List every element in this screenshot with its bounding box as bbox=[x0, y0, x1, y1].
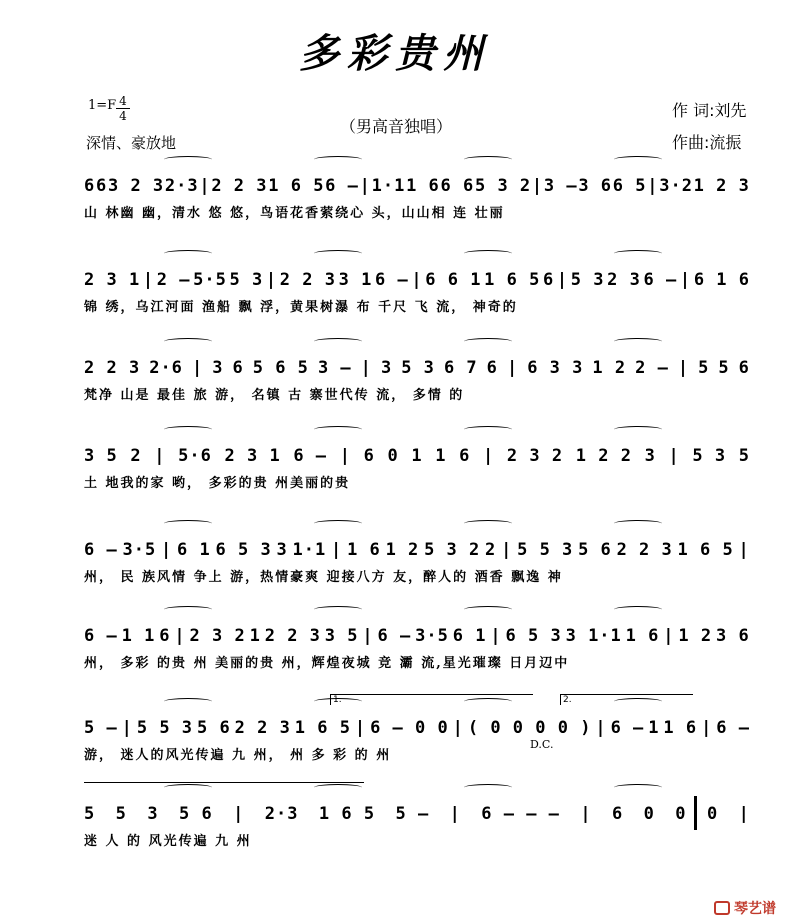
slur-mark bbox=[164, 338, 212, 345]
note-group: 2 3 1 bbox=[84, 270, 141, 290]
key-signature: 1=F bbox=[88, 98, 117, 113]
barline: | bbox=[556, 270, 569, 290]
note-group: 6 bbox=[84, 176, 96, 196]
note-group: 2 2 3 bbox=[279, 270, 336, 290]
note-group: 2 – bbox=[156, 270, 191, 290]
note-group: 1 2 2 bbox=[575, 446, 632, 466]
notation-line bbox=[84, 162, 750, 196]
slur-mark bbox=[464, 606, 512, 613]
note-group: 0 bbox=[706, 804, 719, 824]
note-group: 6 5 bbox=[612, 176, 647, 196]
note-group: 6 3 3 bbox=[527, 358, 584, 378]
barline: | bbox=[483, 446, 495, 466]
barline: | bbox=[360, 358, 372, 378]
note-group: 1 2 bbox=[385, 540, 420, 560]
note-group: 1 bbox=[249, 626, 261, 646]
barline: | bbox=[452, 718, 464, 738]
final-barline bbox=[694, 796, 697, 830]
note-group: 2 2 3 bbox=[234, 718, 291, 738]
note-group: 1·1 bbox=[292, 540, 327, 560]
lyric-line: 州， 民 族风情 争上 游，热情豪爽 迎接八方 友，醉人的 酒香 飘逸 神 bbox=[84, 570, 563, 585]
lyric-line: 土 地我的家 哟， 多彩的贵 州美丽的贵 bbox=[84, 476, 351, 491]
slur-mark bbox=[314, 784, 362, 791]
barline: | bbox=[174, 626, 186, 646]
note-group: 3 2 3 bbox=[107, 176, 165, 196]
slur-mark bbox=[314, 426, 362, 433]
note-group: 6 – bbox=[716, 718, 750, 738]
meter-top: 4 bbox=[119, 94, 127, 108]
note-group: 6 1 bbox=[452, 626, 487, 646]
note-group: 6 – bbox=[84, 626, 118, 646]
note-group: 2 2 3 bbox=[264, 626, 321, 646]
note-group: 3 bbox=[644, 446, 656, 466]
note-group: 2 3 bbox=[607, 270, 641, 290]
notation-line bbox=[84, 344, 750, 378]
lyric-line: 山 林幽 幽，清水 悠 悠，鸟语花香萦绕心 头，山山相 连 壮丽 bbox=[84, 206, 505, 221]
lyric-line: 游， 迷人的风光传遍 九 州， 州 多 彩 的 州 bbox=[84, 748, 392, 763]
barline: | bbox=[265, 270, 278, 290]
note-group: 1 1 bbox=[121, 626, 156, 646]
note-group: 6 – bbox=[293, 446, 328, 466]
barline: | bbox=[506, 358, 519, 378]
barline: | bbox=[668, 446, 680, 466]
note-group: 6 6 1 bbox=[425, 270, 482, 290]
song-subtitle: （男高音独唱） bbox=[340, 117, 453, 136]
lyric-line: 州， 多彩 的贵 州 美丽的贵 州，辉煌夜城 竞 灞 流,星光璀璨 日月辺中 bbox=[84, 656, 570, 671]
note-group: 1 6 5 bbox=[484, 270, 541, 290]
barline: | bbox=[142, 270, 155, 290]
barline: | bbox=[161, 540, 173, 560]
note-group: 5 6 bbox=[578, 540, 612, 560]
note-group: 6 – bbox=[325, 176, 359, 196]
note-group: 5 bbox=[84, 804, 96, 824]
note-group: 1 6 5 bbox=[268, 176, 325, 196]
note-group: 6 bbox=[95, 176, 108, 196]
note-group: ( 0 0 0 0 ) bbox=[467, 718, 592, 738]
note-group: 2 3 1 bbox=[224, 446, 281, 466]
coda-bracket bbox=[84, 782, 364, 783]
note-group: 6 bbox=[486, 358, 498, 378]
note-group: 2 bbox=[130, 446, 142, 466]
barline: | bbox=[191, 358, 204, 378]
note-group: 3 5 bbox=[84, 446, 118, 466]
slur-mark bbox=[464, 250, 512, 257]
notation-line bbox=[84, 432, 750, 466]
slur-mark bbox=[314, 338, 362, 345]
slur-mark bbox=[164, 426, 212, 433]
slur-mark bbox=[464, 156, 512, 163]
barline: | bbox=[339, 446, 351, 466]
note-group: 2 2 3 bbox=[616, 540, 673, 560]
slur-mark bbox=[164, 606, 212, 613]
note-group: 3 bbox=[380, 358, 393, 378]
note-group: 5 3 2 bbox=[424, 540, 481, 560]
note-group: 5 6 bbox=[178, 804, 213, 824]
barline: | bbox=[199, 176, 211, 196]
meter-bottom: 4 bbox=[116, 108, 130, 123]
note-group: 0 bbox=[643, 804, 655, 824]
notation-line bbox=[84, 790, 750, 824]
slur-mark bbox=[614, 250, 662, 257]
slur-mark bbox=[164, 784, 212, 791]
note-group: 3 5 bbox=[324, 626, 359, 646]
note-group: 6 – bbox=[375, 270, 409, 290]
time-signature bbox=[116, 94, 130, 123]
note-group: 3 6 bbox=[716, 626, 750, 646]
note-group: 5 – bbox=[395, 804, 430, 824]
notation-line bbox=[84, 612, 750, 646]
barline: | bbox=[359, 176, 371, 196]
note-group: 1 6 bbox=[347, 540, 381, 560]
barline: | bbox=[595, 718, 607, 738]
note-group: 5·5 bbox=[193, 270, 227, 290]
note-group: 3 6 bbox=[578, 176, 613, 196]
note-group: 2 bbox=[485, 540, 497, 560]
barline: | bbox=[490, 626, 502, 646]
note-group: 6 – bbox=[84, 540, 118, 560]
note-group: 5 3 bbox=[570, 270, 605, 290]
barline: | bbox=[411, 270, 423, 290]
barline: | bbox=[449, 804, 461, 824]
slur-mark bbox=[614, 426, 662, 433]
barline: | bbox=[233, 804, 245, 824]
notation-line bbox=[84, 526, 750, 560]
note-group: 1 6 5 bbox=[677, 540, 734, 560]
note-group: 2 3 2 bbox=[506, 446, 564, 466]
barline: | bbox=[354, 718, 367, 738]
note-group: 2·3 bbox=[264, 804, 299, 824]
note-group: 5 – bbox=[84, 718, 118, 738]
note-group: 6 5 3 bbox=[505, 626, 562, 646]
note-group: 6 – – – bbox=[481, 804, 560, 824]
note-group: 2 3 2 bbox=[189, 626, 246, 646]
barline: | bbox=[738, 540, 750, 560]
slur-mark bbox=[464, 426, 512, 433]
site-logo bbox=[714, 898, 776, 918]
barline: | bbox=[331, 540, 343, 560]
note-group: 6 7 bbox=[443, 358, 478, 378]
note-group: 5 3 bbox=[401, 358, 435, 378]
lyric-line: 锦 绣，乌江河面 渔船 飘 浮，黄果树瀑 布 千尺 飞 流， 神奇的 bbox=[84, 300, 518, 315]
note-group: 1 6 bbox=[625, 626, 660, 646]
note-group: 6 bbox=[611, 804, 624, 824]
slur-mark bbox=[314, 520, 362, 527]
note-group: 5·6 bbox=[178, 446, 212, 466]
slur-mark bbox=[614, 606, 662, 613]
volta-first-ending: 1. bbox=[330, 694, 533, 705]
note-group: 3·5 bbox=[122, 540, 157, 560]
note-group: 6 1 bbox=[177, 540, 211, 560]
note-group: 3 – bbox=[543, 176, 578, 196]
slur-mark bbox=[164, 520, 212, 527]
note-group: 6 bbox=[542, 270, 555, 290]
note-group: 6 bbox=[232, 358, 244, 378]
note-group: 3·2 bbox=[659, 176, 693, 196]
song-title: 多彩贵州 bbox=[299, 30, 491, 77]
barline: | bbox=[580, 804, 592, 824]
slur-mark bbox=[314, 156, 362, 163]
dc-mark: D.C. bbox=[530, 738, 554, 751]
slur-mark bbox=[614, 784, 662, 791]
composer-credit: 作曲:流振 bbox=[672, 133, 742, 152]
barline: | bbox=[362, 626, 374, 646]
slur-mark bbox=[464, 784, 512, 791]
note-group: 5 bbox=[698, 358, 710, 378]
barline: | bbox=[154, 446, 166, 466]
note-group: 5 bbox=[115, 804, 127, 824]
notation-line bbox=[84, 704, 750, 738]
note-group: 1 bbox=[435, 446, 447, 466]
note-group: 5 6 5 bbox=[252, 358, 309, 378]
slur-mark bbox=[614, 338, 662, 345]
note-group: 2·3 bbox=[164, 176, 199, 196]
note-group: 5 5 3 bbox=[517, 540, 574, 560]
note-group: 1 2 bbox=[678, 626, 713, 646]
slur-mark bbox=[464, 338, 512, 345]
note-group: 5 3 bbox=[229, 270, 264, 290]
note-group: 2 – bbox=[635, 358, 669, 378]
expression-marking: 深情、豪放地 bbox=[86, 134, 177, 152]
note-group: 1 bbox=[411, 446, 423, 466]
note-group: 1 6 5 bbox=[294, 718, 351, 738]
volta-second-ending: 2. bbox=[560, 694, 693, 705]
note-group: 6 – bbox=[377, 626, 412, 646]
lyricist-credit: 作 词:刘先 bbox=[672, 101, 747, 120]
note-group: 3 bbox=[212, 358, 224, 378]
note-group: 3 bbox=[276, 540, 288, 560]
lyric-line: 梵净 山是 最佳 旅 游， 名镇 古 寨世代传 流， 多情 的 bbox=[84, 388, 465, 403]
note-group: 6 6 bbox=[440, 176, 475, 196]
note-group: 1 6 5 bbox=[318, 804, 376, 824]
note-group: 1 6 bbox=[406, 176, 440, 196]
logo-text: 琴艺谱 bbox=[734, 901, 776, 917]
note-group: 5 6 bbox=[196, 718, 231, 738]
note-group: 5 bbox=[738, 446, 750, 466]
note-group: 1 bbox=[648, 718, 660, 738]
note-group: 3 1·1 bbox=[565, 626, 622, 646]
barline: | bbox=[531, 176, 544, 196]
lyric-line: 迷 人 的 风光传遍 九 州 bbox=[84, 834, 252, 849]
note-group: 5 bbox=[718, 358, 730, 378]
barline: | bbox=[501, 540, 513, 560]
note-group: 2 2 3 bbox=[211, 176, 268, 196]
note-group: 1 2 3 bbox=[693, 176, 750, 196]
barline: | bbox=[679, 270, 692, 290]
logo-icon bbox=[714, 901, 730, 915]
note-group: 6 5 3 bbox=[215, 540, 272, 560]
note-group: 6 bbox=[459, 446, 471, 466]
note-group: 5 3 2 bbox=[474, 176, 532, 196]
note-group: 6 – bbox=[643, 270, 678, 290]
note-group: 6 bbox=[738, 358, 750, 378]
note-group: 6 1 6 bbox=[693, 270, 750, 290]
slur-mark bbox=[164, 156, 212, 163]
slur-mark bbox=[164, 250, 212, 257]
note-group: 2 2 3 bbox=[84, 358, 141, 378]
note-group: 3 1 bbox=[338, 270, 373, 290]
barline: | bbox=[121, 718, 133, 738]
note-group: 2·6 bbox=[149, 358, 183, 378]
note-group: 3·5 bbox=[415, 626, 449, 646]
note-group: 6 bbox=[363, 446, 375, 466]
slur-mark bbox=[164, 698, 212, 705]
note-group: 0 bbox=[675, 804, 687, 824]
note-group: 6 – bbox=[610, 718, 645, 738]
barline: | bbox=[647, 176, 659, 196]
note-group: 6 – 0 0 bbox=[370, 718, 449, 738]
note-group: 5 5 3 bbox=[136, 718, 194, 738]
barline: | bbox=[738, 804, 750, 824]
note-group: 1 2 bbox=[592, 358, 627, 378]
note-group: 0 bbox=[387, 446, 399, 466]
slur-mark bbox=[614, 156, 662, 163]
barline: | bbox=[701, 718, 713, 738]
slur-mark bbox=[614, 520, 662, 527]
note-group: 3 bbox=[147, 804, 159, 824]
note-group: 5 3 bbox=[692, 446, 727, 466]
note-group: 6 bbox=[159, 626, 171, 646]
note-group: 1·1 bbox=[371, 176, 406, 196]
barline: | bbox=[677, 358, 690, 378]
note-group: 1 6 bbox=[663, 718, 698, 738]
slur-mark bbox=[464, 520, 512, 527]
slur-mark bbox=[314, 606, 362, 613]
barline: | bbox=[663, 626, 675, 646]
slur-mark bbox=[314, 250, 362, 257]
note-group: 3 – bbox=[317, 358, 352, 378]
notation-line bbox=[84, 256, 750, 290]
